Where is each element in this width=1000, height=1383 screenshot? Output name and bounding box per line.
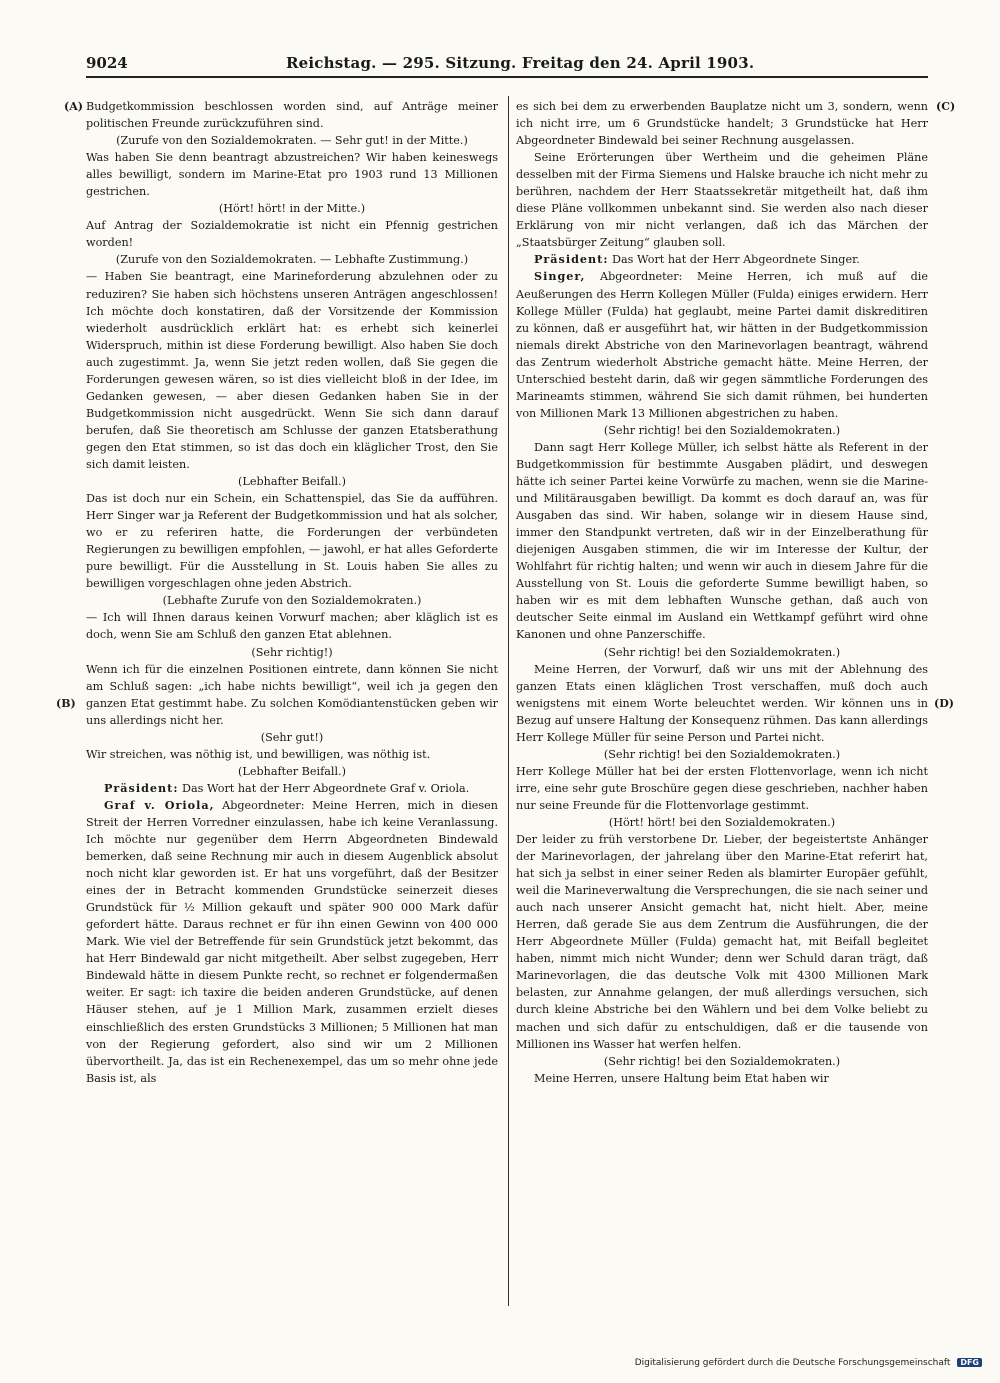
paragraph: [86, 661, 498, 729]
interjection: [86, 763, 498, 780]
paragraph: [86, 797, 498, 1087]
paragraph-text: (Sehr richtig! bei den Sozialdemokraten.): [603, 1054, 841, 1068]
paragraph-text: (Zurufe von den Sozialdemokraten. — Sehr gut! in der Mitte.): [116, 134, 468, 148]
page-number: 9024: [86, 54, 128, 72]
interjection: [86, 644, 498, 661]
margin-mark-c: (C): [936, 100, 956, 113]
interjection: [86, 132, 498, 149]
paragraph-text: es sich bei dem zu erwerbenden Bauplatze nicht um 3, sondern, wenn ich nicht irre, um 6 Grundstücke handelt; 3 Grundstücke hat Herr Abgeordneter Bindewald bei seiner Rechnung ausgelassen.: [516, 100, 928, 148]
paragraph: [86, 217, 498, 251]
right-column: [516, 98, 928, 1087]
paragraph: [516, 763, 928, 814]
paragraph-text: Auf Antrag der Sozialdemokratie ist nicht ein Pfennig gestrichen worden!: [86, 219, 498, 250]
paragraph-text: (Lebhafte Zurufe von den Sozialdemokraten.): [162, 594, 422, 608]
footer-text: Digitalisierung gefördert durch die Deutsche Forschungsgemeinschaft: [634, 1358, 951, 1368]
running-title: Reichstag. — 295. Sitzung. Freitag den 24. April 1903.: [286, 54, 755, 72]
paragraph-text: Das Wort hat der Herr Abgeordnete Singer.: [608, 253, 860, 267]
paragraph: [86, 268, 498, 473]
interjection: [86, 729, 498, 746]
paragraph-text: Das ist doch nur ein Schein, ein Schattenspiel, das Sie da aufführen. Herr Singer war ja Referent der Budgetkommission und hat als solcher, wo er zu referiren hatte, die Forderungen der verbündeten Regierungen zu bewilligen empfohlen, — jawohl, er hat alles Geforderte pure bewilligt. Für die Ausstellung in St. Louis haben Sie alles zu bewilligen vorgeschlagen ohne jeden Abstrich.: [86, 492, 498, 591]
paragraph: [516, 149, 928, 251]
column-divider: [508, 96, 509, 1306]
margin-mark-a: (A): [64, 100, 83, 113]
paragraph-text: (Lebhafter Beifall.): [238, 475, 346, 489]
margin-mark-d: (D): [934, 697, 954, 710]
paragraph: [516, 268, 928, 421]
paragraph: [516, 439, 928, 644]
paragraph-text: Seine Erörterungen über Wertheim und die geheimen Pläne desselben mit der Firma Siemens und Halske brauche ich nicht mehr zu berühren, nachdem der Herr Staatssekretär mitgetheilt hat, daß ihm diese Pläne vollkommen unbekannt sind. Sie werden also nach dieser Erklärung von mir nicht verlangen, daß ich das Märchen der „Staatsbürger Zeitung“ glauben soll.: [516, 151, 928, 250]
paragraph-text: Meine Herren, unsere Haltung beim Etat haben wir: [534, 1071, 829, 1085]
paragraph: [86, 98, 498, 132]
interjection: [86, 200, 498, 217]
paragraph: [516, 251, 928, 268]
margin-mark-b: (B): [56, 697, 76, 710]
paragraph-text: — Ich will Ihnen daraus keinen Vorwurf machen; aber kläglich ist es doch, wenn Sie am Schluß den ganzen Etat ablehnen.: [86, 611, 498, 642]
paragraph-text: Was haben Sie denn beantragt abzustreichen? Wir haben keineswegs alles bewilligt, sondern im Marine-Etat pro 1903 rund 13 Millionen gestrichen.: [86, 151, 498, 199]
paragraph-text: (Sehr richtig!): [251, 645, 333, 659]
paragraph-text: (Sehr richtig! bei den Sozialdemokraten.): [603, 747, 841, 761]
paragraph-text: — Haben Sie beantragt, eine Marineforderung abzulehnen oder zu reduziren? Sie haben sich höchstens unseren Anträgen angeschlossen! Ich möchte doch konstatiren, daß der Vorsitzende der Kommission wiederholt ausdrücklich erklärt hat: es erhebt sich keinerlei Widerspruch, mithin ist diese Forderung bewilligt. Also haben Sie doch auch zugestimmt. Ja, wenn Sie jetzt reden wollen, daß Sie gegen die Forderungen gewesen wären, so ist dies vielleicht bloß in der Idee, im Gedanken gewesen, — aber diesen Gedanken haben Sie in der Budgetkommission nicht ausgedrückt. Wenn Sie sich dann darauf berufen, daß Sie theoretisch am Schlusse der ganzen Etatsberathung gegen den Etat stimmen, so ist das doch ein kläglicher Trost, den Sie sich damit leisten.: [86, 270, 498, 471]
paragraph-text: Budgetkommission beschlossen worden sind, auf Anträge meiner politischen Freunde zurückzuführen sind.: [86, 100, 498, 131]
interjection: [86, 473, 498, 490]
paragraph-text: Abgeordneter: Meine Herren, ich muß auf die Aeußerungen des Herrn Kollegen Müller (Fulda) einiges erwidern. Herr Kollege Müller (Fulda) hat geglaubt, meine Partei damit diskreditiren zu können, daß er ausgeführt hat, wir hätten in der Budgetkommission niemals direkt Abstriche von den Marinevorlagen beantragt, während das Zentrum wiederholt Abstriche gemacht hätte. Meine Herren, der Unterschied besteht darin, daß wir gegen sämmtliche Forderungen des Marineamts stimmen, während Sie sich damit rühmen, bei hunderten von Millionen Mark 13 Millionen abgestrichen zu haben.: [516, 270, 928, 420]
paragraph-text: Der leider zu früh verstorbene Dr. Lieber, der begeistertste Anhänger der Marinevorlagen, der jahrelang über den Marine-Etat referirt hat, hat sich ja selbst in einer seiner Reden als blamirter Europäer gefühlt, weil die Marineverwaltung die Versprechungen, die sie nach seiner und auch nach unserer Ansicht gemacht hat, nicht hielt. Aber, meine Herren, daß gerade Sie aus dem Zentrum die Ausführungen, die der Herr Abgeordnete Müller (Fulda) gemacht hat, mit Beifall begleitet haben, nimmt mich nicht Wunder; denn wer Schuld daran trägt, daß Marinevorlagen, die das deutsche Volk mit 4300 Millionen Mark belasten, zur Annahme gelangen, der muß allerdings versuchen, sich durch kleine Abstriche bei den Wählern und bei dem Volke beliebt zu machen und sich dafür zu entschuldigen, daß er die tausende von Millionen ins Wasser hat werfen helfen.: [516, 833, 928, 1051]
paragraph-text: Meine Herren, der Vorwurf, daß wir uns mit der Ablehnung des ganzen Etats einen kläglichen Trost verschaffen, muß doch auch wenigstens mit einem Worte beleuchtet werden. Wir können uns in Bezug auf unsere Haltung der Konsequenz rühmen. Das kann allerdings Herr Kollege Müller für seine Person und Partei nicht.: [516, 662, 928, 744]
footer-credit: [635, 1358, 982, 1368]
paragraph: [516, 831, 928, 1053]
paragraph-text: Wir streichen, was nöthig ist, und bewilligen, was nöthig ist.: [86, 747, 431, 761]
paragraph-text: (Hört! hört! in der Mitte.): [218, 202, 366, 216]
dfg-logo: DFG: [957, 1358, 982, 1367]
interjection: [516, 422, 928, 439]
speaker-name: Graf v. Oriola,: [104, 797, 215, 812]
paragraph-text: Dann sagt Herr Kollege Müller, ich selbst hätte als Referent in der Budgetkommission für bestimmte Ausgaben plädirt, und deswegen hätte ich seiner Partei keine Vorwürfe zu machen, wenn sie die Marine- und Militärausgaben bewilligt. Da kommt es doch darauf an, was für Ausgaben das sind. Wir haben, solange wir in diesem Hause sind, immer den Standpunkt vertreten, daß wir in der Einzelberathung für diejenigen Ausgaben stimmen, die wir im Interesse der Kultur, der Wohlfahrt für richtig halten; und wenn wir auch in diesem Jahre für die Ausstellung von St. Louis die geforderte Summe bewilligt haben, so haben wir es mit dem lebhaften Wunsche gethan, daß auch von deutscher Seite einmal im Ausland ein Wettkampf geführt wird ohne Kanonen und ohne Panzerschiffe.: [516, 440, 928, 642]
left-column: [86, 98, 498, 1087]
speaker-name: Präsident:: [534, 252, 609, 267]
paragraph: [516, 98, 928, 149]
paragraph-text: Das Wort hat der Herr Abgeordnete Graf v. Oriola.: [178, 781, 470, 795]
header-rule: [86, 76, 928, 78]
paragraph-text: (Sehr gut!): [260, 730, 324, 744]
interjection: [516, 1053, 928, 1070]
interjection: [516, 814, 928, 831]
paragraph-text: Wenn ich für die einzelnen Positionen eintrete, dann können Sie nicht am Schluß sagen: „ich habe nichts bewilligt“, weil ich ja gegen den ganzen Etat gestimmt habe. Zu solchen Komödiantenstücken geben wir uns allerdings nicht her.: [86, 662, 498, 727]
interjection: [516, 746, 928, 763]
paragraph: [86, 746, 498, 763]
paragraph-text: (Sehr richtig! bei den Sozialdemokraten.): [603, 423, 841, 437]
paragraph: [516, 1070, 928, 1087]
paragraph-text: (Lebhafter Beifall.): [238, 764, 346, 778]
paragraph-text: Herr Kollege Müller hat bei der ersten Flottenvorlage, wenn ich nicht irre, eine sehr gute Broschüre gegen diese geschrieben, nachher haben nur seine Freunde für die Flottenvorlage gestimmt.: [516, 764, 928, 812]
interjection: [86, 251, 498, 268]
paragraph-text: (Hört! hört! bei den Sozialdemokraten.): [608, 815, 836, 829]
interjection: [516, 644, 928, 661]
interjection: [86, 592, 498, 609]
paragraph: [86, 149, 498, 200]
speaker-name: Präsident:: [104, 780, 179, 795]
paragraph-text: Abgeordneter: Meine Herren, mich in diesen Streit der Herren Vorredner einzulassen, habe ich keine Veranlassung. Ich möchte nur gegenüber dem Herrn Abgeordneten Bindewald bemerken, daß seine Rechnung mir auch in diesem Augenblick absolut noch nicht klar geworden ist. Er hat uns vorgeführt, daß der Besitzer eines der in Betracht kommenden Grundstücke seinerzeit dieses Grundstück für ½ Million gekauft und später 900 000 Mark dafür gefordert hätte. Daraus rechnet er für ihn einen Gewinn von 400 000 Mark. Wie viel der Betreffende für sein Grundstück jetzt bekommt, das hat Herr Bindewald gar nicht mitgetheilt. Aber selbst zugegeben, Herr Bindewald hätte in diesem Punkte recht, so rechnet er folgendermaßen weiter. Er sagt: ich taxire die beiden anderen Grundstücke, auf denen Häuser stehen, auf je 1 Million Mark, zusammen erzielt dieses einschließlich des ersten Grundstücks 3 Millionen; 5 Millionen hat man von der Regierung gefordert, also sind wir um 2 Millionen übervortheilt. Ja, das ist ein Rechenexempel, das um so mehr ohne jede Basis ist, als: [86, 798, 498, 1085]
paragraph: [86, 490, 498, 592]
speaker-name: Singer,: [534, 269, 586, 284]
paragraph: [86, 780, 498, 797]
paragraph-text: (Zurufe von den Sozialdemokraten. — Lebhafte Zustimmung.): [115, 253, 469, 267]
paragraph: [86, 609, 498, 643]
paragraph: [516, 661, 928, 746]
page-header: [86, 50, 926, 76]
paragraph-text: (Sehr richtig! bei den Sozialdemokraten.): [603, 645, 841, 659]
